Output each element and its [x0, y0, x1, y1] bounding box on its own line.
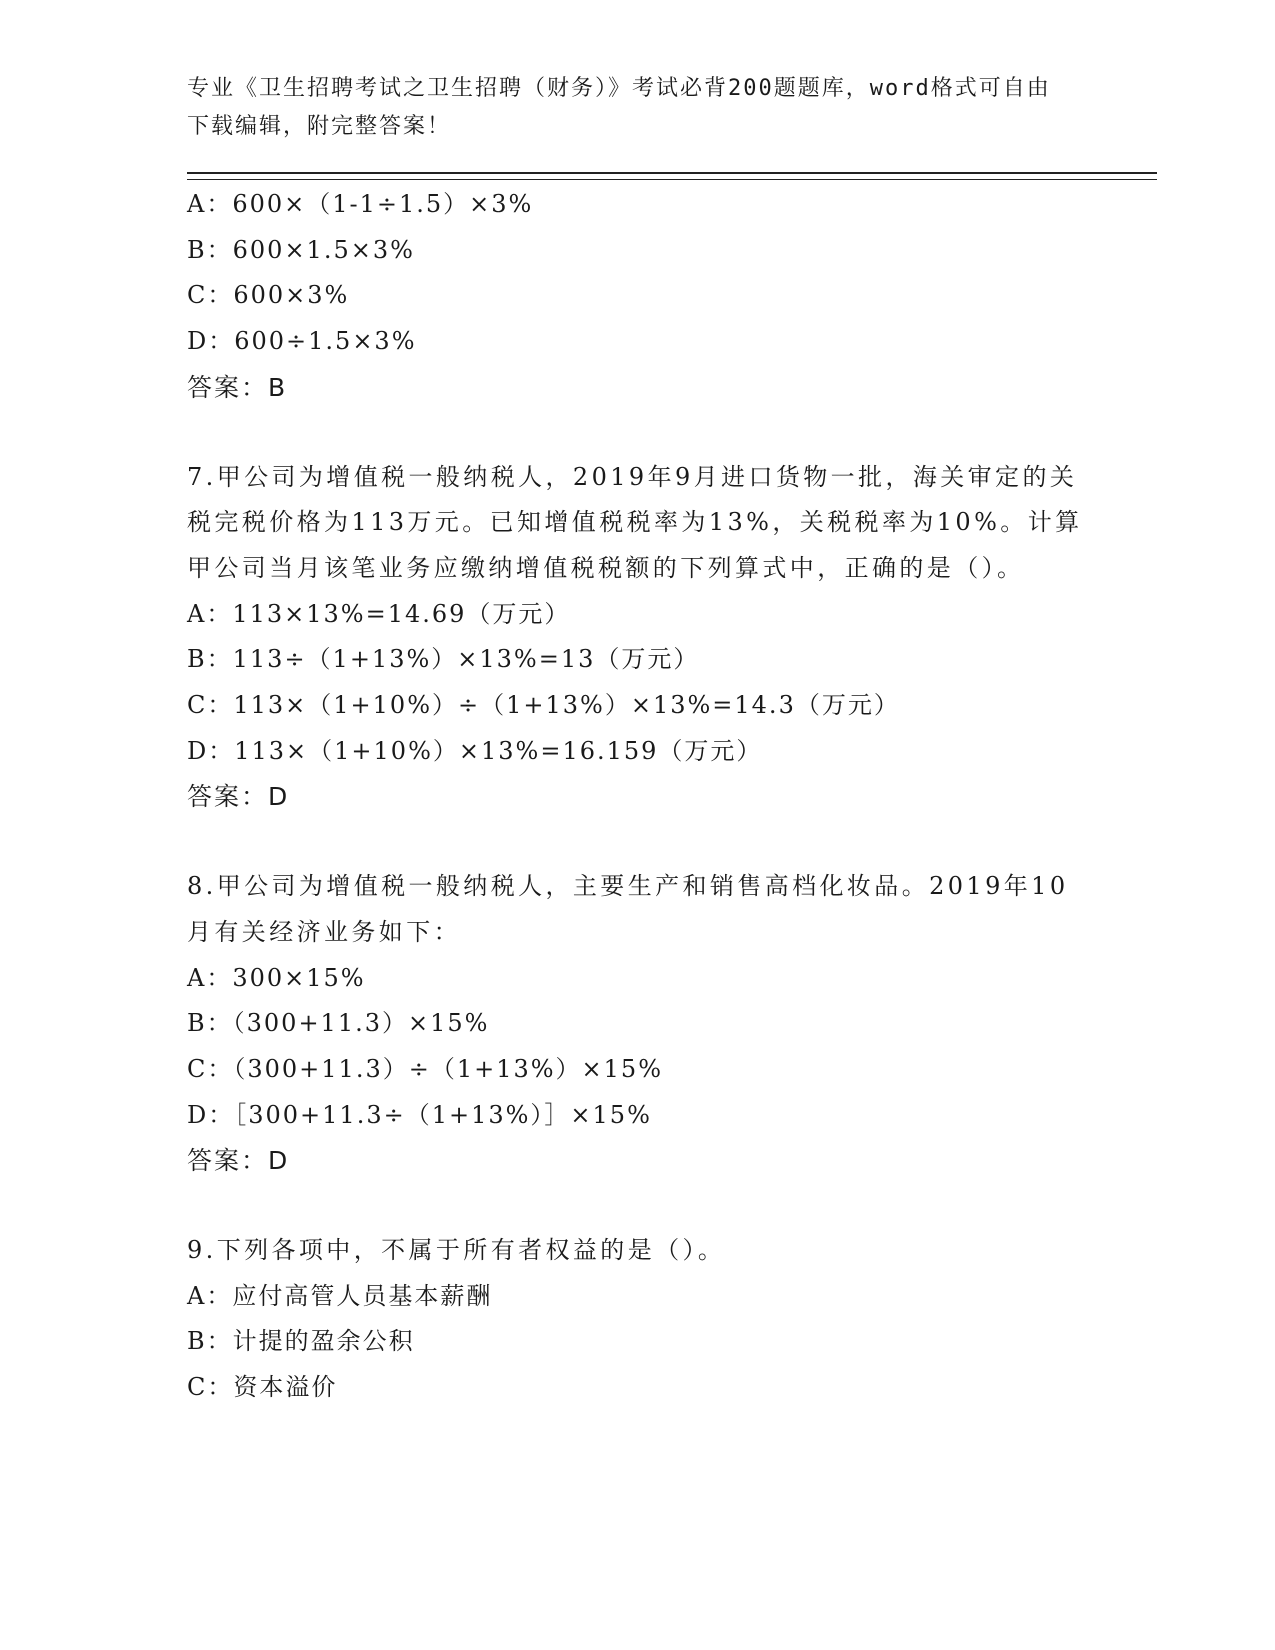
q6-option-c: C：600×3%	[187, 281, 350, 310]
q7-question: 7.甲公司为增值税一般纳税人，2019年9月进口货物一批，海关审定的关税完税价格为113万元。已知增值税税率为13%，关税税率为10%。计算甲公司当月该笔业务应缴纳增值税税额的下列算式中，正确的是（）。	[187, 462, 1083, 582]
question-9-block	[187, 1228, 1157, 1411]
q8-option-a: A：300×15%	[187, 963, 366, 992]
q7-option-d: D：113×（1+10%）×13%=16.159（万元）	[187, 736, 763, 765]
q8-question: 8.甲公司为增值税一般纳税人，主要生产和销售高档化妆品。2019年10月有关经济业务如下：	[187, 872, 1069, 946]
q6-option-a: A：600×（1-1÷1.5）×3%	[187, 190, 534, 218]
header-divider	[187, 172, 1157, 180]
q8-option-b: B：（300+11.3）×15%	[187, 1009, 490, 1038]
q9-option-c: C：资本溢价	[187, 1373, 338, 1402]
q6-answer: 答案：B	[187, 372, 288, 402]
q7-answer: 答案：D	[187, 782, 290, 812]
q7-option-b: B：113÷（1+13%）×13%=13（万元）	[187, 645, 700, 674]
q8-option-d: D：［300+11.3÷（1+13%）］×15%	[187, 1100, 652, 1129]
q9-question: 9.下列各项中，不属于所有者权益的是（）。	[187, 1236, 726, 1265]
document-header: 专业《卫生招聘考试之卫生招聘（财务）》考试必背200题题库，word格式可自由下载编辑，附完整答案！	[187, 76, 1051, 139]
q8-option-c: C：（300+11.3）÷（1+13%）×15%	[187, 1054, 664, 1083]
question-6-block	[187, 182, 1157, 411]
q6-option-b: B：600×1.5×3%	[187, 235, 415, 264]
question-7-block	[187, 455, 1157, 821]
q7-option-a: A：113×13%=14.69（万元）	[187, 599, 571, 628]
q9-option-b: B：计提的盈余公积	[187, 1327, 415, 1356]
q9-option-a: A：应付高管人员基本薪酬	[187, 1281, 493, 1310]
q8-answer: 答案：D	[187, 1146, 290, 1176]
question-8-block	[187, 864, 1157, 1184]
q6-option-d: D：600÷1.5×3%	[187, 327, 417, 356]
q7-option-c: C：113×（1+10%）÷（1+13%）×13%=14.3（万元）	[187, 691, 900, 720]
document-page	[187, 70, 1157, 1411]
